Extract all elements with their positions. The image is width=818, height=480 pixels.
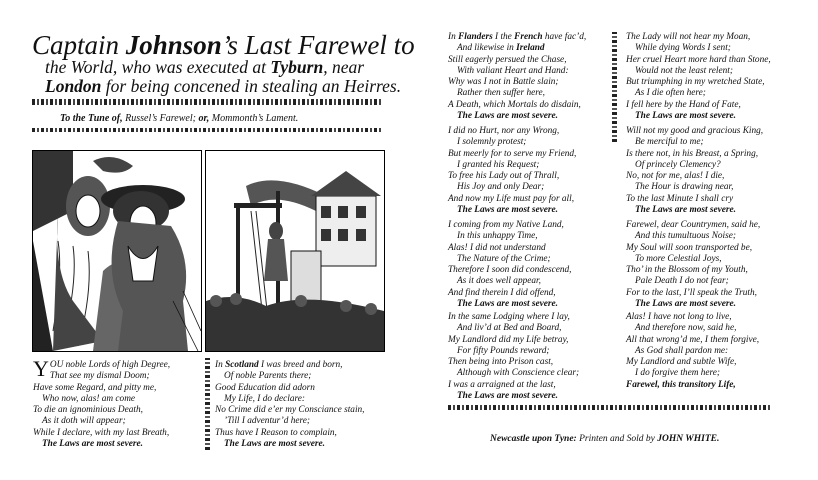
stanza-10 [626,312,759,391]
imprint [490,434,719,444]
stanza-3 [448,32,586,122]
stanza-refrain: The Laws are most severe. [635,111,736,122]
stanza-line: I do forgive them here; [635,368,721,379]
stanza-line: For fifty Pounds reward; [457,345,550,356]
stanza-line: To more Celestial Joys, [635,253,722,264]
tune-line [60,113,298,124]
place-french: French [514,32,543,42]
stanza-line: While I declare, with my last Breath, [33,427,170,438]
stanza-7 [626,32,771,122]
stanza-line: Why was I not in Battle slain; [448,77,559,88]
stanza-refrain: The Laws are most severe. [635,205,736,216]
woodcut-couple [32,150,202,352]
stanza-line: Good Education did adorn [215,382,315,393]
stanza-line: Therefore I soon did condescend, [448,265,572,276]
tune-name-1: Russel’s Farewel; [122,113,196,124]
stanza-6 [448,312,579,402]
stanza-line: My Soul will soon transported be, [626,242,753,253]
stanza-line: In [215,360,226,370]
tune-name-2: Mommonth’s Lament. [209,113,299,124]
drop-cap: Y [33,356,49,381]
title-name: Johnson [125,30,222,60]
stanza-refrain: The Laws are most severe. [224,439,325,450]
stanza-line: My Landlord and subtle Wife, [626,357,737,368]
stanza-line: I coming from my Native Land, [448,220,564,230]
place-flanders: Flanders [458,32,493,42]
stanza-2 [215,360,365,450]
stanza-line: But triumphing in my wretched State, [626,77,765,88]
stanza-refrain: The Laws are most severe. [457,205,558,216]
woodcut-execution [205,150,385,352]
ornament-vertical-right [612,32,617,142]
title-line-2-text: the World, who was executed at [45,57,271,77]
place-ireland: Ireland [516,43,545,54]
title-line-2-suffix: , near [323,57,365,77]
stanza-line: Of noble Parents there; [224,371,312,382]
stanza-8 [626,126,763,216]
title-place-london: London [45,76,102,96]
ornament-rule-top [32,99,382,105]
stanza-line: OU noble Lords of high Degree, [49,360,171,370]
title-line-3-text: for being concened in stealing an Heirres. [101,76,402,96]
title-place-tyburn: Tyburn [270,57,324,77]
stanza-line: And find therein I did offend, [448,287,556,298]
stanza-4 [448,126,576,216]
stanza-5 [448,220,572,310]
stanza-line: Thus have I Reason to complain, [215,427,337,438]
stanza-line: My Life, I do declare: [224,393,305,404]
woodcut-couple-image [33,151,201,351]
stanza-line: As it doth will appear; [42,416,126,427]
stanza-line: The Lady will not hear my Moan, [626,32,751,42]
stanza-line: Tho’ in the Blossom of my Youth, [626,265,748,276]
stanza-line: The Nature of the Crime; [457,253,551,264]
stanza-line: All that wrong’d me, I them forgive, [626,334,760,345]
stanza-line: I was a arraigned at the last, [448,379,556,390]
stanza-line: Still eagerly persued the Chase, [448,54,567,65]
stanza-line: Have some Regard, and pitty me, [33,382,157,393]
stanza-line: Be merciful to me; [635,137,704,148]
imprint-printer: JOHN WHITE. [657,434,720,444]
stanza-line: Rather then suffer here, [457,88,545,99]
woodcut-execution-image [206,151,384,351]
stanza-line: And therefore now, said he, [635,323,737,334]
stanza-line: As it does well appear, [457,276,541,287]
stanza-line: Farewel, dear Countrymen, said he, [626,220,761,230]
title-line-3 [45,76,401,97]
stanza-line: No Crime did e’er my Consciance stain, [215,405,365,416]
stanza-line: Pale Death I do not fear; [635,276,729,287]
stanza-line: Is there not, in his Breast, a Spring, [626,148,759,159]
title-prefix: Captain [32,30,126,60]
stanza-line: As God shall pardon me: [635,345,729,356]
stanza-refrain: The Laws are most severe. [457,299,558,310]
stanza-line: And this tumultuous Noise; [635,231,736,242]
stanza-refrain: The Laws are most severe. [42,439,143,450]
stanza-refrain: The Laws are most severe. [457,391,558,402]
title-line-2 [45,57,364,78]
tune-prefix: To the Tune of, [60,113,123,124]
stanza-line: I was breed and born, [258,360,343,370]
stanza-line: The Hour is drawing near, [635,182,734,193]
stanza-line: I solemnly protest; [457,137,527,148]
stanza-line: To free his Lady out of Thrall, [448,171,560,182]
stanza-line: Will not my good and gracious King, [626,126,764,136]
stanza-1 [33,356,171,450]
stanza-line: To the last Minute I shall cry [626,193,734,204]
stanza-line: Who now, alas! am come [42,393,136,404]
stanza-line: A Death, which Mortals do disdain, [448,99,581,110]
stanza-line: I did no Hurt, nor any Wrong, [448,126,560,136]
stanza-line: With valiant Heart and Hand: [457,65,569,76]
stanza-refrain: The Laws are most severe. [457,111,558,122]
stanza-line: And liv’d at Bed and Board, [457,323,562,334]
stanza-line: While dying Words I sent; [635,43,731,54]
stanza-line: To die an ignominious Death, [33,405,143,416]
stanza-refrain: The Laws are most severe. [635,299,736,310]
tune-or: or, [195,113,210,124]
stanza-line: Of princely Clemency? [635,159,721,170]
stanza-line: As I die often here; [635,88,706,99]
stanza-line: His Joy and only Dear; [457,182,545,193]
stanza-line: In this unhappy Time, [457,231,538,242]
stanza-line: But meerly for to serve my Friend, [448,148,577,159]
place-scotland: Scotland [225,360,259,370]
stanza-line: ’Till I adventur’d here; [224,416,310,427]
stanza-line: I granted his Request; [457,159,540,170]
stanza-closing: Farewel, this transitory Life, [626,379,736,390]
stanza-9 [626,220,760,310]
stanza-line: In the same Lodging where I lay, [448,312,570,322]
stanza-line: Alas! I did not understand [448,242,546,253]
stanza-line: Her cruel Heart more hard than Stone, [626,54,771,65]
stanza-line: That see my dismal Doom; [49,371,150,382]
stanza-line: Although with Conscience clear; [457,368,580,379]
ornament-rule-mid [32,128,382,132]
stanza-line: Then being into Prison cast, [448,357,554,368]
ornament-rule-bottom [448,405,770,410]
imprint-place: Newcastle upon Tyne: [490,434,577,444]
stanza-line: And now my Life must pay for all, [448,193,575,204]
stanza-line: I the [492,32,515,42]
stanza-line: My Landlord did my Life betray, [448,334,569,345]
stanza-line: I fell here by the Hand of Fate, [626,99,741,110]
stanza-line: Alas! I have not long to live, [626,312,732,322]
ornament-vertical-left [205,358,210,450]
stanza-line: No, not for me, alas! I die, [626,171,725,182]
title-suffix: ’s Last Farewel to [221,30,415,60]
stanza-line: For to the last, I’ll speak the Truth, [626,287,757,298]
stanza-line: And likewise in [457,43,517,54]
stanza-line: Would not the least relent; [635,65,733,76]
imprint-text: Printen and Sold by [576,434,658,444]
stanza-line: have fac’d, [542,32,587,42]
stanza-line: In [448,32,459,42]
